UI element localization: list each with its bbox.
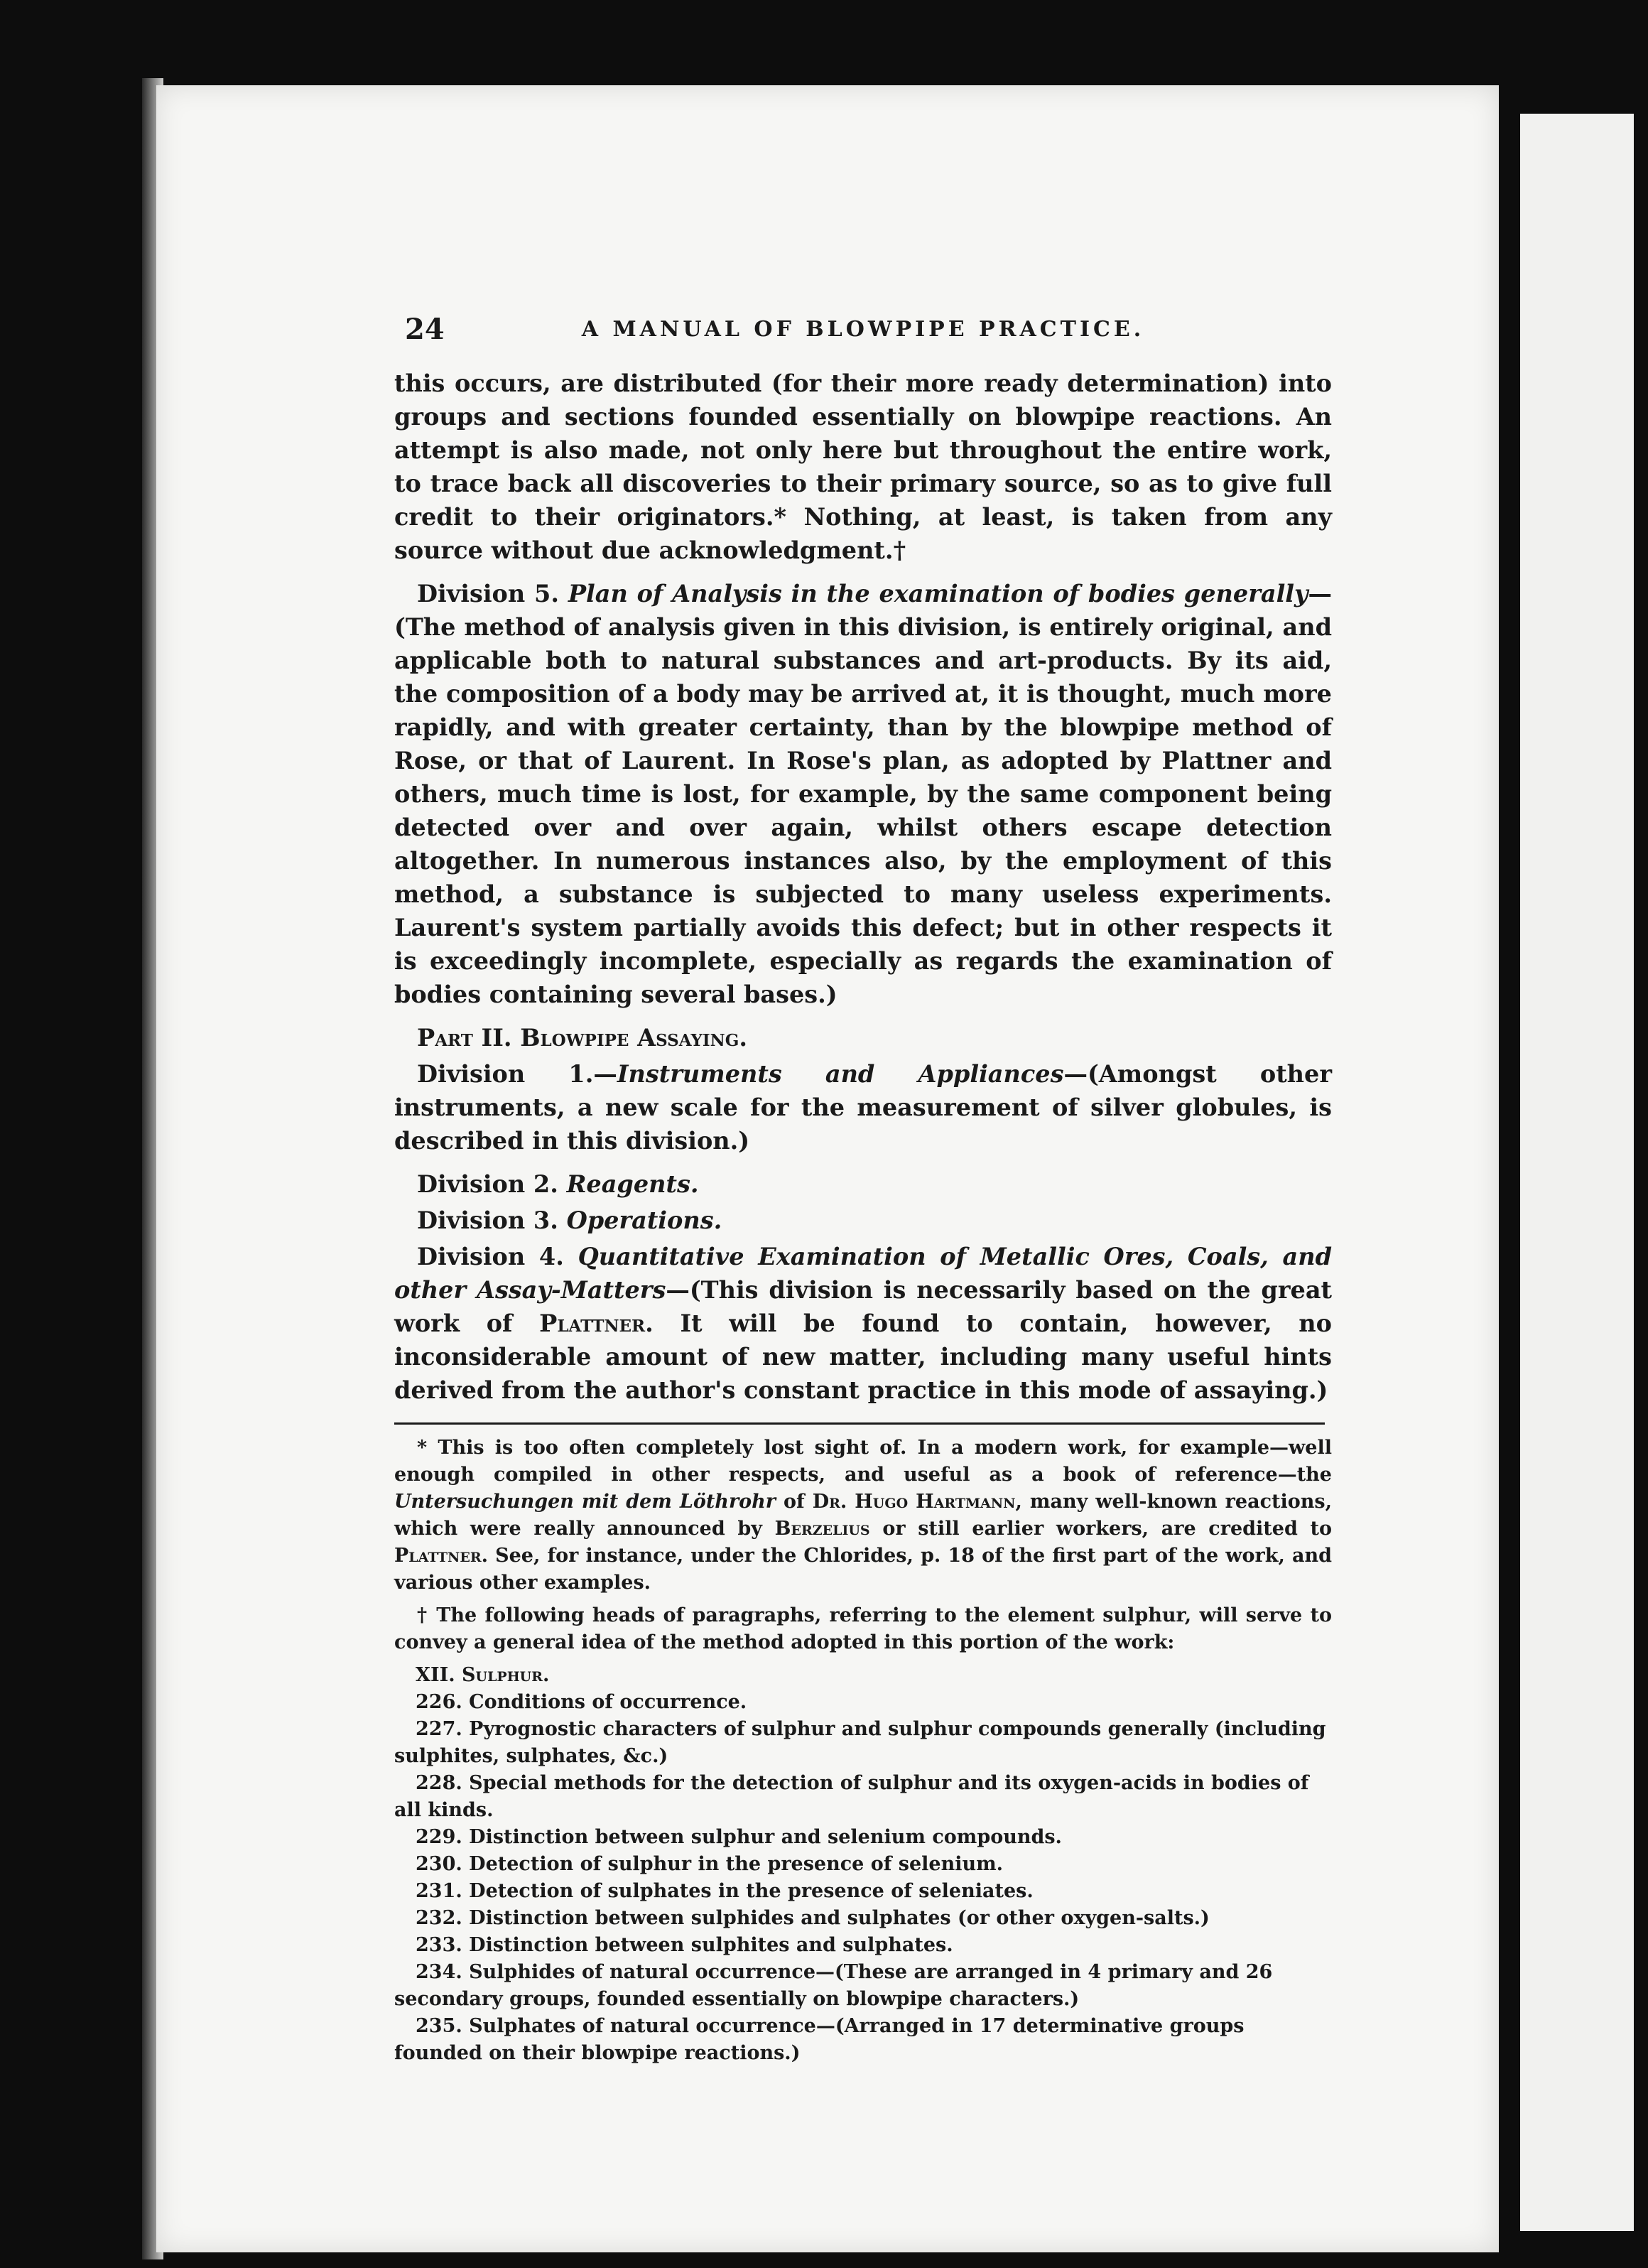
division-1-label: Division 1.— (417, 1060, 617, 1088)
division-2-line (417, 1167, 1332, 1201)
footnote-1-name-hartmann: Dr. Hugo Hartmann (812, 1491, 1016, 1513)
paragraph-division-5 (394, 577, 1332, 1011)
adjacent-page-strip (1520, 114, 1634, 2231)
footnote-item: 232. Distinction between sulphides and sulphates (or other oxygen-salts.) (416, 1907, 1210, 1929)
division-3-label: Division 3. (417, 1206, 558, 1234)
footnote-1-text-d: or still earlier workers, are credited to (882, 1518, 1332, 1540)
division-5-text: —(The method of analysis given in this division, is entirely original, and applicable both to natural substances and art-products. By its aid, the composition of a body may be arrived at, it is thought, much more rapidly, and with greater certainty, than by the blowpipe method of Rose, or that of Laurent. In Rose's plan, as adopted by Plattner and others, much time is lost, for example, by the same component being detected over and over again, whilst others escape detection altogether. In numerous instances also, by the employment of this method, a substance is subjected to many useless experiments. Laurent's system partially avoids this defect; but in other respects it is exceedingly incomplete, especially as regards the examination of bodies containing several bases.) (394, 580, 1332, 1008)
division-1-text: —(Amongst other instruments, a new scale for the measurement of silver globules, is described in this division.) (394, 1060, 1332, 1155)
page-number: 24 (405, 313, 445, 346)
footnote-item: 230. Detection of sulphur in the presence of selenium. (416, 1853, 1004, 1875)
division-4-text-b: . It will be found to contain, however, no inconsiderable amount of new matter, including many useful hints derived from the author's constant practice in this mode of assaying.) (394, 1310, 1332, 1404)
division-4-text-a: —(This division is necessarily based on the great work of (394, 1276, 1332, 1337)
division-5-label: Division 5. (417, 580, 560, 608)
footnote-dagger: † The following heads of paragraphs, referring to the element sulphur, will serve to convey a general idea of the method adopted in this portion of the work: (394, 1604, 1332, 1653)
division-4-label: Division 4. (417, 1243, 564, 1270)
division-3-title: Operations. (566, 1206, 722, 1234)
footnotes (394, 1435, 1332, 2067)
footnote-asterisk (394, 1435, 1332, 1597)
division-4-name: Plattner (539, 1310, 646, 1337)
footnote-item: 229. Distinction between sulphur and selenium compounds. (416, 1826, 1062, 1848)
footnote-item: 228. Special methods for the detection of sulphur and its oxygen-acids in bodies of all kinds. (394, 1772, 1309, 1821)
footnote-item: 227. Pyrognostic characters of sulphur and sulphur compounds generally (including sulphites, sulphates, &c.) (394, 1718, 1326, 1767)
division-2-label: Division 2. (417, 1170, 558, 1198)
division-1-title: Instruments and Appliances (617, 1060, 1064, 1088)
division-2-title: Reagents. (566, 1170, 699, 1198)
footnote-item: 235. Sulphates of natural occurrence—(Arranged in 17 determinative groups founded on their blowpipe reactions.) (394, 2015, 1245, 2064)
footnote-rule (394, 1422, 1325, 1425)
division-4-title: Quantitative Examination of Metallic Ores, Coals, and other Assay-Matters (394, 1243, 1332, 1304)
running-title: A MANUAL OF BLOWPIPE PRACTICE. (581, 317, 1145, 342)
footnote-1-text-e: . See, for instance, under the Chlorides, p. 18 of the first part of the work, and various other examples. (394, 1545, 1332, 1594)
division-5-title: Plan of Analysis in the examination of bodies generally (568, 580, 1308, 608)
paragraph-division-1 (394, 1057, 1332, 1157)
footnote-item: 231. Detection of sulphates in the presence of seleniates. (416, 1880, 1034, 1902)
footnote-1-name-plattner: Plattner (394, 1545, 482, 1567)
footnote-1-text-c: , many well-known reactions, which were really announced by (394, 1491, 1332, 1540)
footnote-1-text-a: * This is too often completely lost sight of. In a modern work, for example—well enough compiled in other respects, and useful as a book of reference—the (394, 1437, 1332, 1486)
body-text (394, 367, 1332, 1407)
paragraph-division-4 (394, 1240, 1332, 1407)
division-3-line (417, 1204, 1332, 1237)
footnote-1-text-b: of (784, 1491, 805, 1513)
footnote-item: 226. Conditions of occurrence. (416, 1691, 747, 1713)
part-two-heading: Part II. Blowpipe Assaying. (417, 1024, 747, 1052)
footnote-1-title: Untersuchungen mit dem Löthrohr (394, 1491, 776, 1513)
running-head (394, 313, 1332, 355)
paragraph-groups-sections: this occurs, are distributed (for their more ready determination) into groups and sections founded essentially on blowpipe reactions. An attempt is also made, not only here but throughout the entire work, to trace back all discoveries to their primary source, so as to give full credit to their originators.* Nothing, at least, is taken from any source without due acknowledgment.† (394, 369, 1332, 564)
page-content (394, 313, 1332, 2067)
footnote-item: 233. Distinction between sulphites and sulphates. (416, 1934, 953, 1956)
footnote-1-name-berzelius: Berzelius (774, 1518, 870, 1540)
footnote-heading-sulphur: XII. Sulphur. (416, 1664, 550, 1686)
footnote-item: 234. Sulphides of natural occurrence—(These are arranged in 4 primary and 26 secondary groups, founded essentially on blowpipe characters.) (394, 1961, 1273, 2010)
